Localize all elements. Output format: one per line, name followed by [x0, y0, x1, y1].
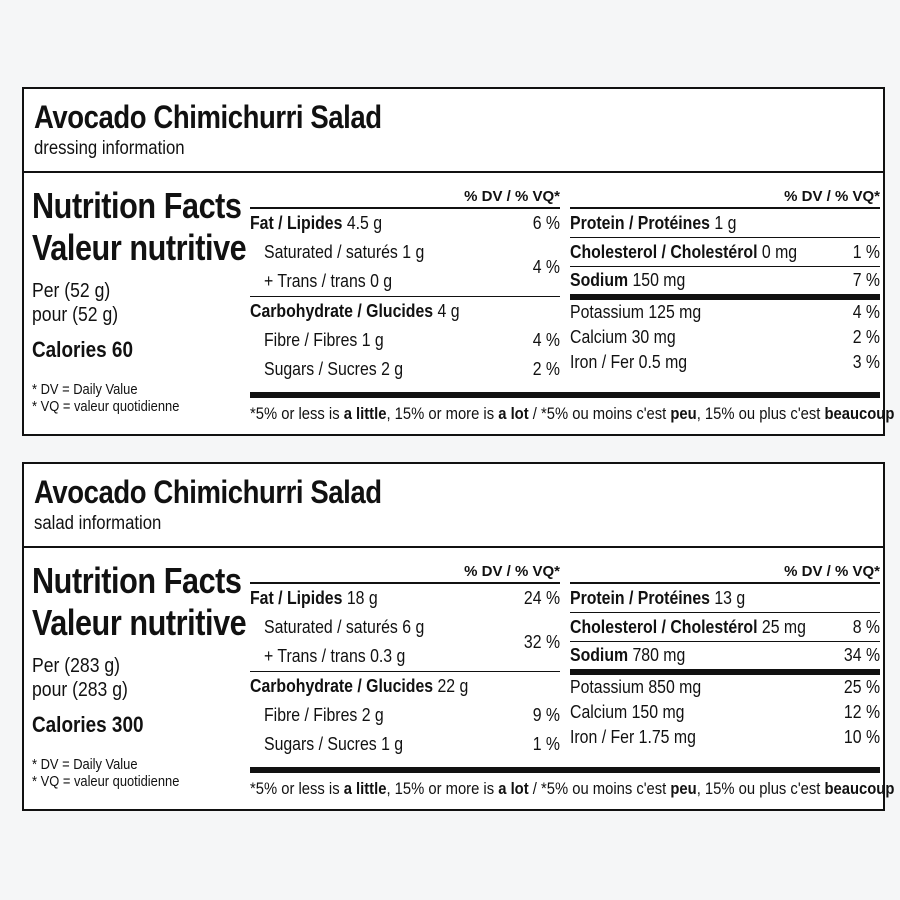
footnote-text: , 15% ou plus c'est — [696, 404, 825, 423]
carb-amount: 22 g — [433, 676, 469, 696]
fat-label: Fat / Lipides — [250, 588, 343, 608]
dv-header: % DV / % VQ* — [570, 560, 880, 584]
carb-row — [250, 297, 560, 326]
iron-pct: 3 % — [852, 352, 880, 372]
potassium-label: Potassium 850 mg — [570, 677, 702, 697]
sugars-row — [250, 355, 560, 384]
fibre-label: Fibre / Fibres 2 g — [264, 705, 384, 725]
footnote-peu: peu — [670, 779, 697, 798]
potassium-pct: 4 % — [852, 302, 880, 322]
footnote-beaucoup: beaucoup — [824, 779, 895, 798]
sodium-label: Sodium — [570, 270, 629, 290]
sugars-pct: 2 % — [532, 359, 560, 379]
footnote-text: *5% or less is — [250, 779, 344, 798]
panel-header — [24, 89, 883, 173]
cholesterol-row — [570, 238, 880, 267]
trans-row — [250, 642, 519, 671]
nutrient-column-right — [570, 185, 880, 375]
carb-label: Carbohydrate / Glucides — [250, 676, 434, 696]
sodium-row — [570, 642, 880, 675]
trans-row — [250, 267, 529, 296]
saturated-label: Saturated / saturés 1 g — [264, 242, 425, 262]
calcium-label: Calcium 30 mg — [570, 327, 676, 347]
bottom-rule — [250, 767, 880, 773]
cholesterol-label: Cholesterol / Cholestérol — [570, 616, 758, 637]
fat-amount: 18 g — [342, 588, 378, 608]
trans-label: + Trans / trans 0 g — [264, 271, 393, 291]
serving-size — [32, 654, 221, 702]
dv-note — [32, 381, 217, 415]
sodium-label: Sodium — [570, 645, 629, 665]
bottom-rule — [250, 392, 880, 398]
carb-amount: 4 g — [433, 301, 460, 321]
footnote-text: / *5% ou moins c'est — [528, 404, 671, 423]
footnote-text: , 15% or more is — [386, 404, 499, 423]
carb-row — [250, 672, 560, 701]
sugars-pct: 1 % — [532, 734, 560, 754]
sodium-amount: 150 mg — [628, 270, 686, 290]
serving-size — [32, 279, 221, 327]
facts-summary — [32, 185, 247, 415]
footnote — [250, 779, 895, 799]
protein-row — [570, 209, 880, 238]
sugars-label: Sugars / Sucres 2 g — [264, 359, 404, 379]
dv-note-fr: * VQ = valeur quotidienne — [32, 773, 180, 790]
dv-note-en: * DV = Daily Value — [32, 381, 138, 398]
saturated-label: Saturated / saturés 6 g — [264, 617, 425, 637]
product-title: Avocado Chimichurri Salad — [34, 474, 382, 510]
iron-label: Iron / Fer 0.5 mg — [570, 352, 688, 372]
trans-label: + Trans / trans 0.3 g — [264, 646, 406, 666]
iron-row — [570, 725, 880, 750]
fat-row — [250, 584, 560, 613]
calcium-row — [570, 700, 880, 725]
sodium-pct: 7 % — [852, 270, 880, 290]
iron-pct: 10 % — [843, 727, 880, 747]
serving-en: Per (52 g) — [32, 280, 111, 302]
serving-en: Per (283 g) — [32, 655, 121, 677]
calories: Calories 60 — [32, 337, 133, 362]
nutrient-column-right — [570, 560, 880, 750]
fibre-row — [250, 701, 560, 730]
fat-label: Fat / Lipides — [250, 213, 343, 233]
protein-amount: 13 g — [709, 587, 746, 608]
footnote-lot: a lot — [498, 779, 529, 798]
fibre-pct: 4 % — [532, 330, 560, 350]
fibre-pct: 9 % — [532, 705, 560, 725]
dv-note — [32, 756, 217, 790]
serving-fr: pour (283 g) — [32, 679, 128, 701]
sat-trans-pct: 4 % — [532, 256, 560, 277]
cholesterol-pct: 1 % — [852, 241, 880, 262]
calories: Calories 300 — [32, 712, 144, 737]
fat-amount: 4.5 g — [342, 213, 383, 233]
calcium-row — [570, 325, 880, 350]
footnote-little: a little — [343, 779, 387, 798]
footnote-text: , 15% ou plus c'est — [696, 779, 825, 798]
fat-pct: 6 % — [532, 213, 560, 233]
facts-summary — [32, 560, 247, 790]
carb-label: Carbohydrate / Glucides — [250, 301, 434, 321]
iron-row — [570, 350, 880, 375]
cholesterol-pct: 8 % — [852, 616, 880, 637]
heading-fr: Valeur nutritive — [32, 602, 247, 643]
sugars-label: Sugars / Sucres 1 g — [264, 734, 404, 754]
nutrient-column-left — [250, 185, 560, 384]
sodium-row — [570, 267, 880, 300]
heading-fr: Valeur nutritive — [32, 227, 247, 268]
iron-label: Iron / Fer 1.75 mg — [570, 727, 696, 747]
nutrition-panel-dressing — [22, 87, 895, 436]
fat-row — [250, 209, 560, 238]
calcium-pct: 2 % — [852, 327, 880, 347]
footnote-text: , 15% or more is — [386, 779, 499, 798]
protein-row — [570, 584, 880, 613]
dv-note-en: * DV = Daily Value — [32, 756, 138, 773]
sugars-row — [250, 730, 560, 759]
potassium-pct: 25 % — [843, 677, 880, 697]
cholesterol-row — [570, 613, 880, 642]
cholesterol-amount: 25 mg — [757, 616, 806, 637]
sodium-pct: 34 % — [843, 645, 880, 665]
sodium-amount: 780 mg — [628, 645, 686, 665]
dv-header: % DV / % VQ* — [250, 560, 560, 584]
dv-header: % DV / % VQ* — [250, 185, 560, 209]
heading-en: Nutrition Facts — [32, 560, 242, 601]
footnote-little: a little — [343, 404, 387, 423]
calcium-pct: 12 % — [843, 702, 880, 722]
saturated-row — [250, 238, 529, 267]
nutrition-panel-salad — [22, 462, 895, 811]
serving-fr: pour (52 g) — [32, 304, 119, 326]
footnote-text: *5% or less is — [250, 404, 344, 423]
nutrient-column-left — [250, 560, 560, 759]
potassium-row — [570, 675, 880, 700]
sat-trans-group — [250, 238, 560, 297]
fibre-row — [250, 326, 560, 355]
fibre-label: Fibre / Fibres 1 g — [264, 330, 384, 350]
saturated-row — [250, 613, 519, 642]
footnote-text: / *5% ou moins c'est — [528, 779, 671, 798]
sat-trans-group — [250, 613, 560, 672]
dv-note-fr: * VQ = valeur quotidienne — [32, 398, 180, 415]
sat-trans-pct: 32 % — [523, 631, 560, 652]
dv-header: % DV / % VQ* — [570, 185, 880, 209]
cholesterol-amount: 0 mg — [757, 241, 798, 262]
protein-label: Protein / Protéines — [570, 587, 710, 608]
product-title: Avocado Chimichurri Salad — [34, 99, 382, 135]
cholesterol-label: Cholesterol / Cholestérol — [570, 241, 758, 262]
product-subtitle: salad information — [34, 513, 162, 534]
panel-header — [24, 464, 883, 548]
heading-en: Nutrition Facts — [32, 185, 242, 226]
potassium-label: Potassium 125 mg — [570, 302, 702, 322]
fat-pct: 24 % — [523, 588, 560, 608]
protein-amount: 1 g — [709, 212, 737, 233]
protein-label: Protein / Protéines — [570, 212, 710, 233]
footnote — [250, 404, 895, 424]
footnote-beaucoup: beaucoup — [824, 404, 895, 423]
footnote-lot: a lot — [498, 404, 529, 423]
product-subtitle: dressing information — [34, 138, 185, 159]
potassium-row — [570, 300, 880, 325]
calcium-label: Calcium 150 mg — [570, 702, 685, 722]
footnote-peu: peu — [670, 404, 697, 423]
